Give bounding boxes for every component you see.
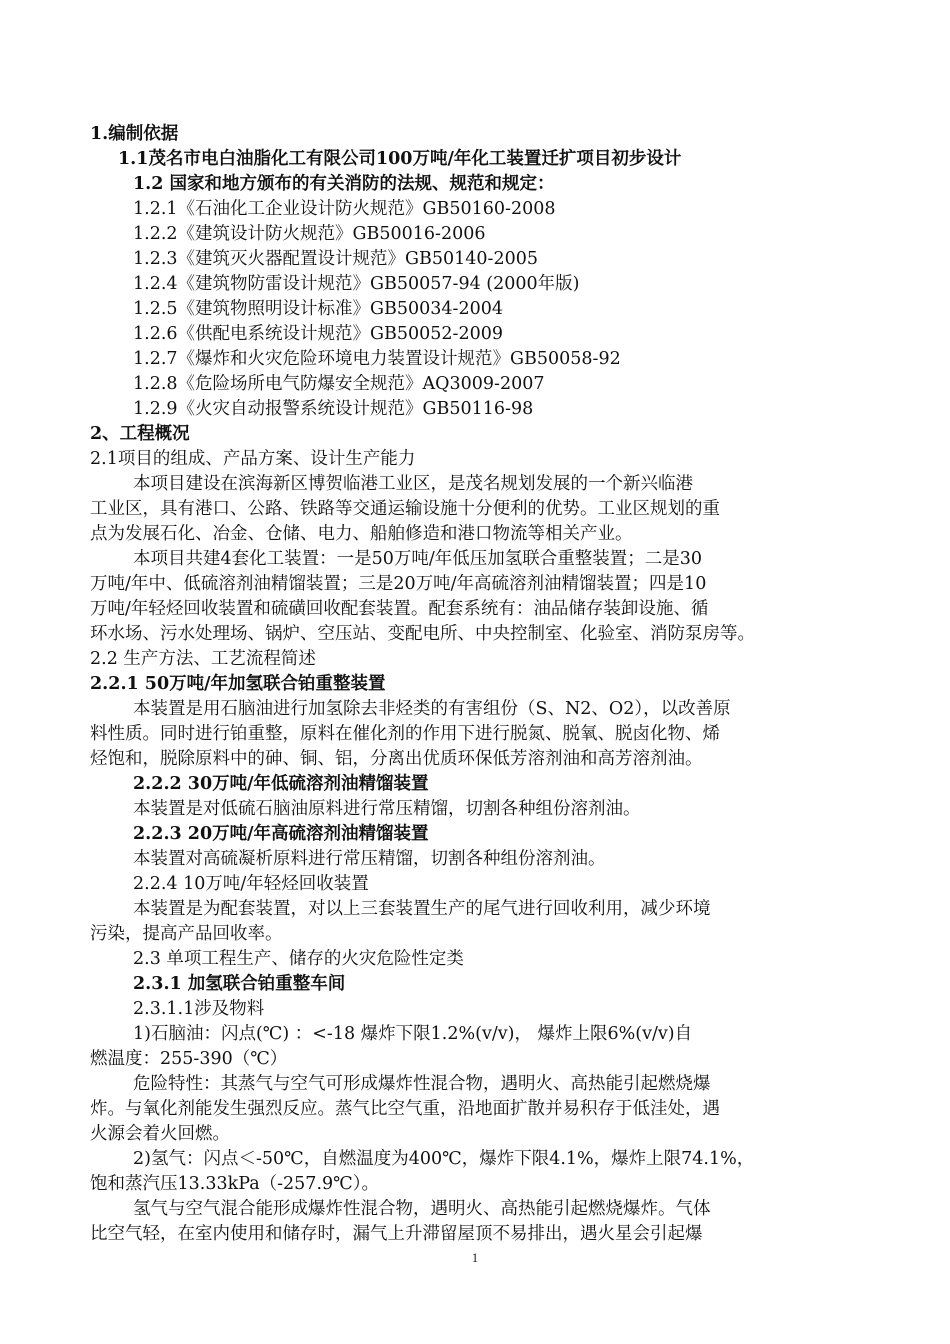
paragraph-line: 饱和蒸汽压13.33kPa（-257.9℃）。 [90,1174,379,1194]
subheading-2-2: 2.2 生产方法、工艺流程简述 [90,649,316,669]
heading-2: 2、工程概况 [90,424,190,444]
paragraph-line: 2)氢气：闪点＜-50℃，自燃温度为400℃，爆炸下限4.1%，爆炸上限74.1%， [133,1149,755,1169]
list-item: 1.2.2《建筑设计防火规范》GB50016-2006 [133,224,486,244]
list-item: 1.2.4《建筑物防雷设计规范》GB50057-94 (2000年版) [133,274,580,294]
list-item: 1.2.9《火灾自动报警系统设计规范》GB50116-98 [133,399,534,419]
subheading-2-2-1: 2.2.1 50万吨/年加氢联合铂重整装置 [90,674,386,694]
paragraph-line: 比空气轻，在室内使用和储存时，漏气上升滞留屋顶不易排出，遇火星会引起爆 [90,1224,703,1244]
subheading-2-3-1: 2.3.1 加氢联合铂重整车间 [133,974,346,994]
paragraph-line: 1)石脑油：闪点(℃) ：<-18 爆炸下限1.2%(v/v)， 爆炸上限6%(v/v)自 [133,1024,693,1044]
subheading-1-2: 1.2 国家和地方颁布的有关消防的法规、规范和规定： [133,174,555,194]
subheading-2-2-2: 2.2.2 30万吨/年低硫溶剂油精馏装置 [133,774,429,794]
page-number: 1 [471,1250,479,1265]
list-item: 1.2.5《建筑物照明设计标准》GB50034-2004 [133,299,503,319]
paragraph-line: 万吨/年轻烃回收装置和硫磺回收配套装置。配套系统有：油品储存装卸设施、循 [90,599,709,619]
subheading-2-3: 2.3 单项工程生产、储存的火灾危险性定类 [133,949,464,969]
paragraph-line: 污染，提高产品回收率。 [90,924,283,944]
paragraph-line: 危险特性：其蒸气与空气可形成爆炸性混合物，遇明火、高热能引起燃烧爆 [133,1074,711,1094]
list-item: 1.2.8《危险场所电气防爆安全规范》AQ3009-2007 [133,374,545,394]
subheading-2-2-4: 2.2.4 10万吨/年轻烃回收装置 [133,874,369,894]
paragraph-line: 料性质。同时进行铂重整，原料在催化剂的作用下进行脱氮、脱氧、脱卤化物、烯 [90,724,720,744]
paragraph-line: 烃饱和，脱除原料中的砷、铜、铝，分离出优质环保低芳溶剂油和高芳溶剂油。 [90,749,703,769]
subheading-1-1: 1.1茂名市电白油脂化工有限公司100万吨/年化工装置迁扩项目初步设计 [118,149,682,169]
paragraph-line: 本项目建设在滨海新区博贺临港工业区，是茂名规划发展的一个新兴临港 [133,474,693,494]
paragraph-line: 万吨/年中、低硫溶剂油精馏装置；三是20万吨/年高硫溶剂油精馏装置；四是10 [90,574,707,594]
paragraph-line: 环水场、污水处理场、锅炉、空压站、变配电所、中央控制室、化验室、消防泵房等。 [90,624,755,644]
paragraph-line: 氢气与空气混合能形成爆炸性混合物，遇明火、高热能引起燃烧爆炸。气体 [133,1199,711,1219]
paragraph-line: 本项目共建4套化工装置：一是50万吨/年低压加氢联合重整装置；二是30 [133,549,703,569]
paragraph-line: 本装置是用石脑油进行加氢除去非烃类的有害组份（S、N2、O2），以改善原 [133,699,731,719]
subheading-2-2-3: 2.2.3 20万吨/年高硫溶剂油精馏装置 [133,824,429,844]
paragraph-line: 燃温度：255-390（℃） [90,1049,288,1069]
paragraph-line: 工业区，具有港口、公路、铁路等交通运输设施十分便利的优势。工业区规划的重 [90,499,720,519]
paragraph-line: 炸。与氧化剂能发生强烈反应。蒸气比空气重，沿地面扩散并易积存于低洼处，遇 [90,1099,720,1119]
subheading-2-1: 2.1项目的组成、产品方案、设计生产能力 [90,449,416,469]
list-item: 1.2.7《爆炸和火灾危险环境电力装置设计规范》GB50058-92 [133,349,621,369]
list-item: 1.2.6《供配电系统设计规范》GB50052-2009 [133,324,503,344]
paragraph-line: 本装置对高硫凝析原料进行常压精馏，切割各种组份溶剂油。 [133,849,606,869]
paragraph-line: 火源会着火回燃。 [90,1124,230,1144]
paragraph-line: 本装置是对低硫石脑油原料进行常压精馏，切割各种组份溶剂油。 [133,799,641,819]
list-item: 1.2.1《石油化工企业设计防火规范》GB50160-2008 [133,199,556,219]
paragraph-line: 点为发展石化、冶金、仓储、电力、船舶修造和港口物流等相关产业。 [90,524,633,544]
subheading-2-3-1-1: 2.3.1.1涉及物料 [133,999,265,1019]
heading-1: 1.编制依据 [90,124,179,144]
list-item: 1.2.3《建筑灭火器配置设计规范》GB50140-2005 [133,249,538,269]
paragraph-line: 本装置是为配套装置，对以上三套装置生产的尾气进行回收利用，减少环境 [133,899,711,919]
